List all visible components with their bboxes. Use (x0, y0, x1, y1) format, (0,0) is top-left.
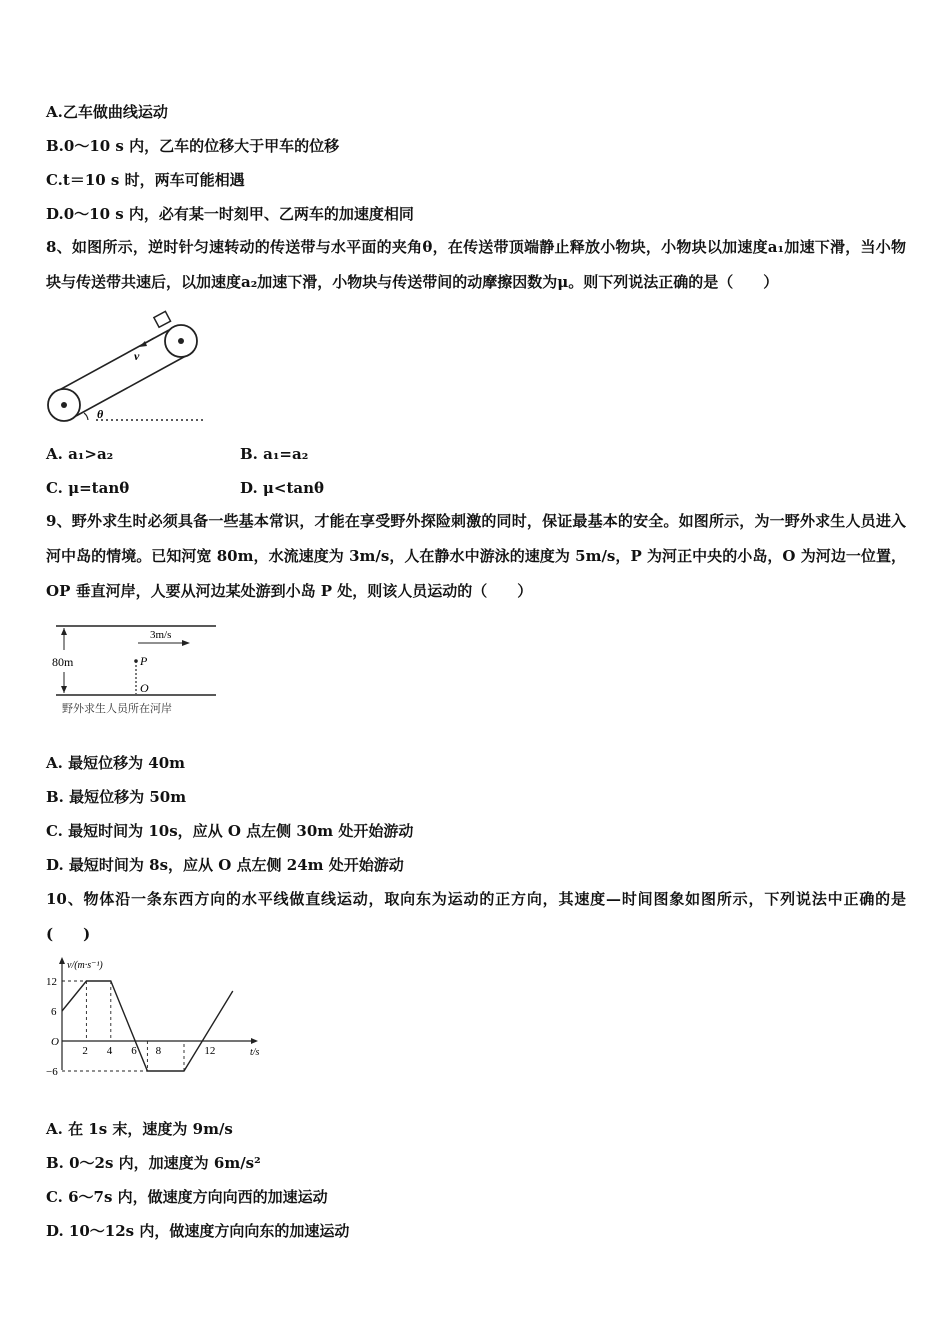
q7-option-d: D.0～10 s 内，必有某一时刻甲、乙两车的加速度相同 (46, 205, 414, 223)
q9-river-figure (44, 620, 224, 718)
q7-option-a: A.乙车做曲线运动 (46, 103, 168, 121)
q10-stem: 10、物体沿一条东西方向的水平线做直线运动，取向东为运动的正方向，其速度—时间图象如图所示，下列说法中正确的是( ) (46, 890, 906, 943)
y-tick-label: −6 (46, 1066, 58, 1078)
q8-option-c: C. μ=tanθ (46, 479, 130, 497)
q7-option-c: C.t＝10 s 时，两车可能相遇 (46, 171, 245, 189)
q8-option-d: D. μ<tanθ (240, 479, 325, 497)
width-arrowhead-up (61, 628, 67, 635)
q9-option-d: D. 最短时间为 8s，应从 O 点左侧 24m 处开始游动 (46, 856, 404, 874)
bottom-pulley-axle (61, 402, 67, 408)
x-tick-label: 6 (131, 1045, 137, 1057)
width-arrowhead-down (61, 686, 67, 693)
q10-option-b: B. 0～2s 内，加速度为 6m/s² (46, 1154, 261, 1172)
q8-stem: 8、如图所示，逆时针匀速转动的传送带与水平面的夹角θ，在传送带顶端静止释放小物块，小物块以加速度a₁加速下滑，当小物块与传送带共速后，以加速度a₂加速下滑，小物块与传送带间的动摩擦因数为μ。则下列说法正确的是（ ） (46, 238, 906, 291)
p-label: P (140, 654, 148, 668)
q8-conveyor-figure (44, 310, 209, 428)
island-p-point (134, 659, 138, 663)
velocity-series-line (62, 981, 233, 1071)
width-label: 80m (52, 655, 74, 669)
y-tick-label: 12 (46, 976, 57, 988)
bank-caption: 野外求生人员所在河岸 (62, 702, 172, 715)
y-tick-label: O (51, 1036, 59, 1048)
flow-arrowhead (182, 640, 190, 646)
q8-option-b: B. a₁=a₂ (240, 445, 309, 463)
top-pulley-axle (178, 338, 184, 344)
q9-option-a: A. 最短位移为 40m (46, 754, 186, 772)
x-tick-label: 4 (106, 1045, 113, 1057)
q9-option-c: C. 最短时间为 10s，应从 O 点左侧 30m 处开始游动 (46, 822, 414, 840)
x-tick-label: 12 (204, 1045, 216, 1057)
q10-option-d: D. 10～12s 内，做速度方向向东的加速运动 (46, 1222, 350, 1240)
q10-vt-chart (40, 952, 272, 1080)
q9-option-b: B. 最短位移为 50m (46, 788, 187, 806)
flow-label: 3m/s (150, 629, 172, 641)
velocity-label: v (134, 349, 140, 363)
theta-label: θ (97, 407, 104, 421)
q8-option-a: A. a₁>a₂ (46, 445, 114, 463)
o-label: O (140, 681, 149, 695)
x-axis-label: t/s (250, 1047, 260, 1058)
y-axis-label: v/(m·s⁻¹) (67, 960, 103, 971)
x-tick-label: 8 (155, 1045, 162, 1057)
block (154, 311, 171, 327)
q9-stem: 9、野外求生时必须具备一些基本常识，才能在享受野外探险刺激的同时，保证最基本的安全。如图所示，为一野外求生人员进入河中岛的情境。已知河宽 80m，水流速度为 3m/s，人在静水中游泳的速度为 5m/s，P 为河正中央的小岛，O 为河边一位置，OP 垂直河岸，人要从河边某处游到小岛 P 处，则该人员运动的（ ） (46, 512, 906, 600)
y-tick-label: 6 (51, 1006, 57, 1018)
angle-arc (84, 413, 88, 420)
q10-option-a: A. 在 1s 末，速度为 9m/s (46, 1120, 233, 1138)
x-axis-arrowhead (251, 1038, 258, 1044)
x-tick-label: 2 (82, 1045, 88, 1057)
q10-option-c: C. 6～7s 内，做速度方向向西的加速运动 (46, 1188, 328, 1206)
y-axis-arrowhead (59, 957, 65, 964)
q7-option-b: B.0～10 s 内，乙车的位移大于甲车的位移 (46, 137, 340, 155)
